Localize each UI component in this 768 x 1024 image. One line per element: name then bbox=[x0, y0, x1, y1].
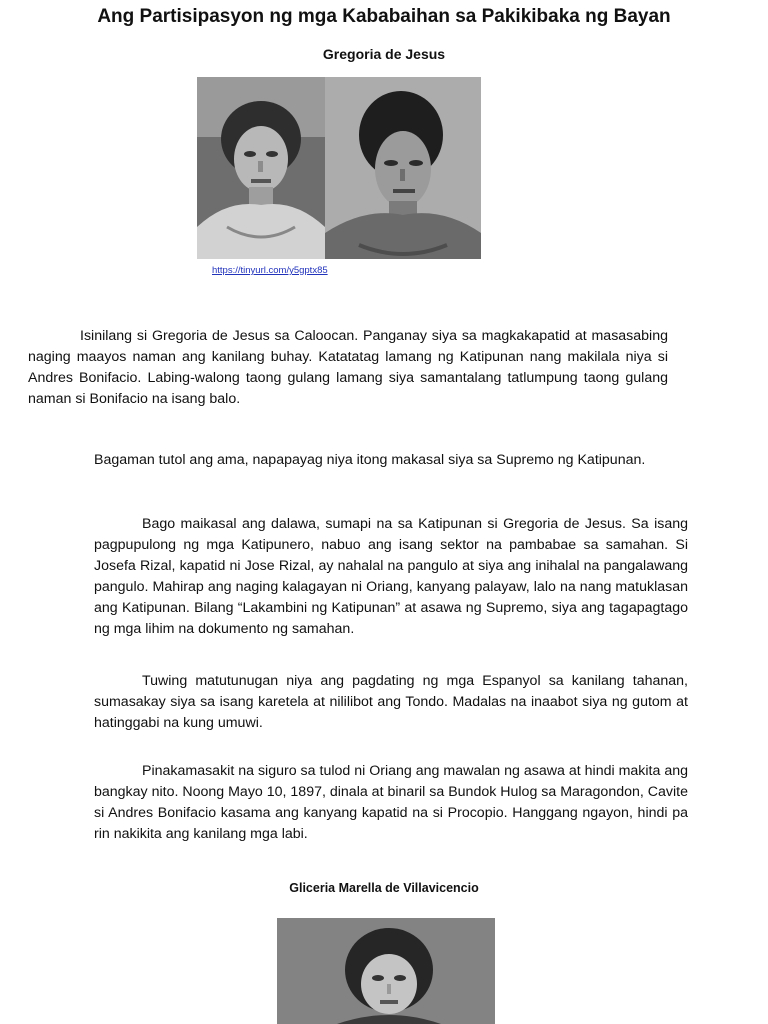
portrait-photo-right bbox=[325, 77, 481, 259]
paragraph-3: Bago maikasal ang dalawa, sumapi na sa Katipunan si Gregoria de Jesus. Sa isang pagpupulong ng mga Katipunero, nabuo ang isang sektor na pambabae sa samahan. Si Josefa Rizal, kapatid ni Jose Rizal, ay nahalal na pangulo at siya ang inihalal na pangalawang pangulo. Mahirap ang naging kalagayan ni Oriang, kanyang palayaw, lalo na nang matuklasan ang Katipunan. Bilang “Lakambini ng Katipunan” at asawa ng Supremo, siya ang tagapagtago ng mga lihim na dokumento ng samahan. bbox=[94, 516, 688, 637]
paragraph-2: Bagaman tutol ang ama, napapayag niya itong makasal siya sa Supremo ng Katipunan. bbox=[94, 452, 646, 468]
section-heading-gliceria: Gliceria Marella de Villavicencio bbox=[289, 881, 479, 895]
image-source-link[interactable]: https://tinyurl.com/y5gptx85 bbox=[212, 265, 328, 276]
portrait-photo-gliceria bbox=[277, 918, 495, 1024]
page-title: Ang Partisipasyon ng mga Kababaihan sa Pakikibaka ng Bayan bbox=[97, 6, 671, 27]
paragraph-5: Pinakamasakit na siguro sa tulod ni Oriang ang mawalan ng asawa at hindi makita ang bangkay nito. Noong Mayo 10, 1897, dinala at binaril sa Bundok Hulog sa Maragondon, Cavite si Andres Bonifacio kasama ang kanyang kapatid na si Procopio. Hanggang ngayon, hindi pa rin nakikita ang kanilang mga labi. bbox=[94, 763, 688, 842]
portrait-photo-left bbox=[197, 77, 325, 259]
paragraph-4: Tuwing matutunugan niya ang pagdating ng mga Espanyol sa kanilang tahanan, sumasakay siya sa isang karetela at nililibot ang Tondo. Madalas na inaabot siya ng gutom at hatinggabi na kung umuwi. bbox=[94, 673, 688, 731]
section-heading-gregoria: Gregoria de Jesus bbox=[322, 46, 446, 62]
paragraph-1: Isinilang si Gregoria de Jesus sa Caloocan. Panganay siya sa magkakapatid at masasabing naging maayos naman ang kanilang buhay. Katatatag lamang ng Katipunan nang makilala niya si Andres Bonifacio. Labing-walong taong gulang lamang siya samantalang tatlumpung taong gulang naman si Bonifacio na isang balo. bbox=[28, 328, 668, 407]
